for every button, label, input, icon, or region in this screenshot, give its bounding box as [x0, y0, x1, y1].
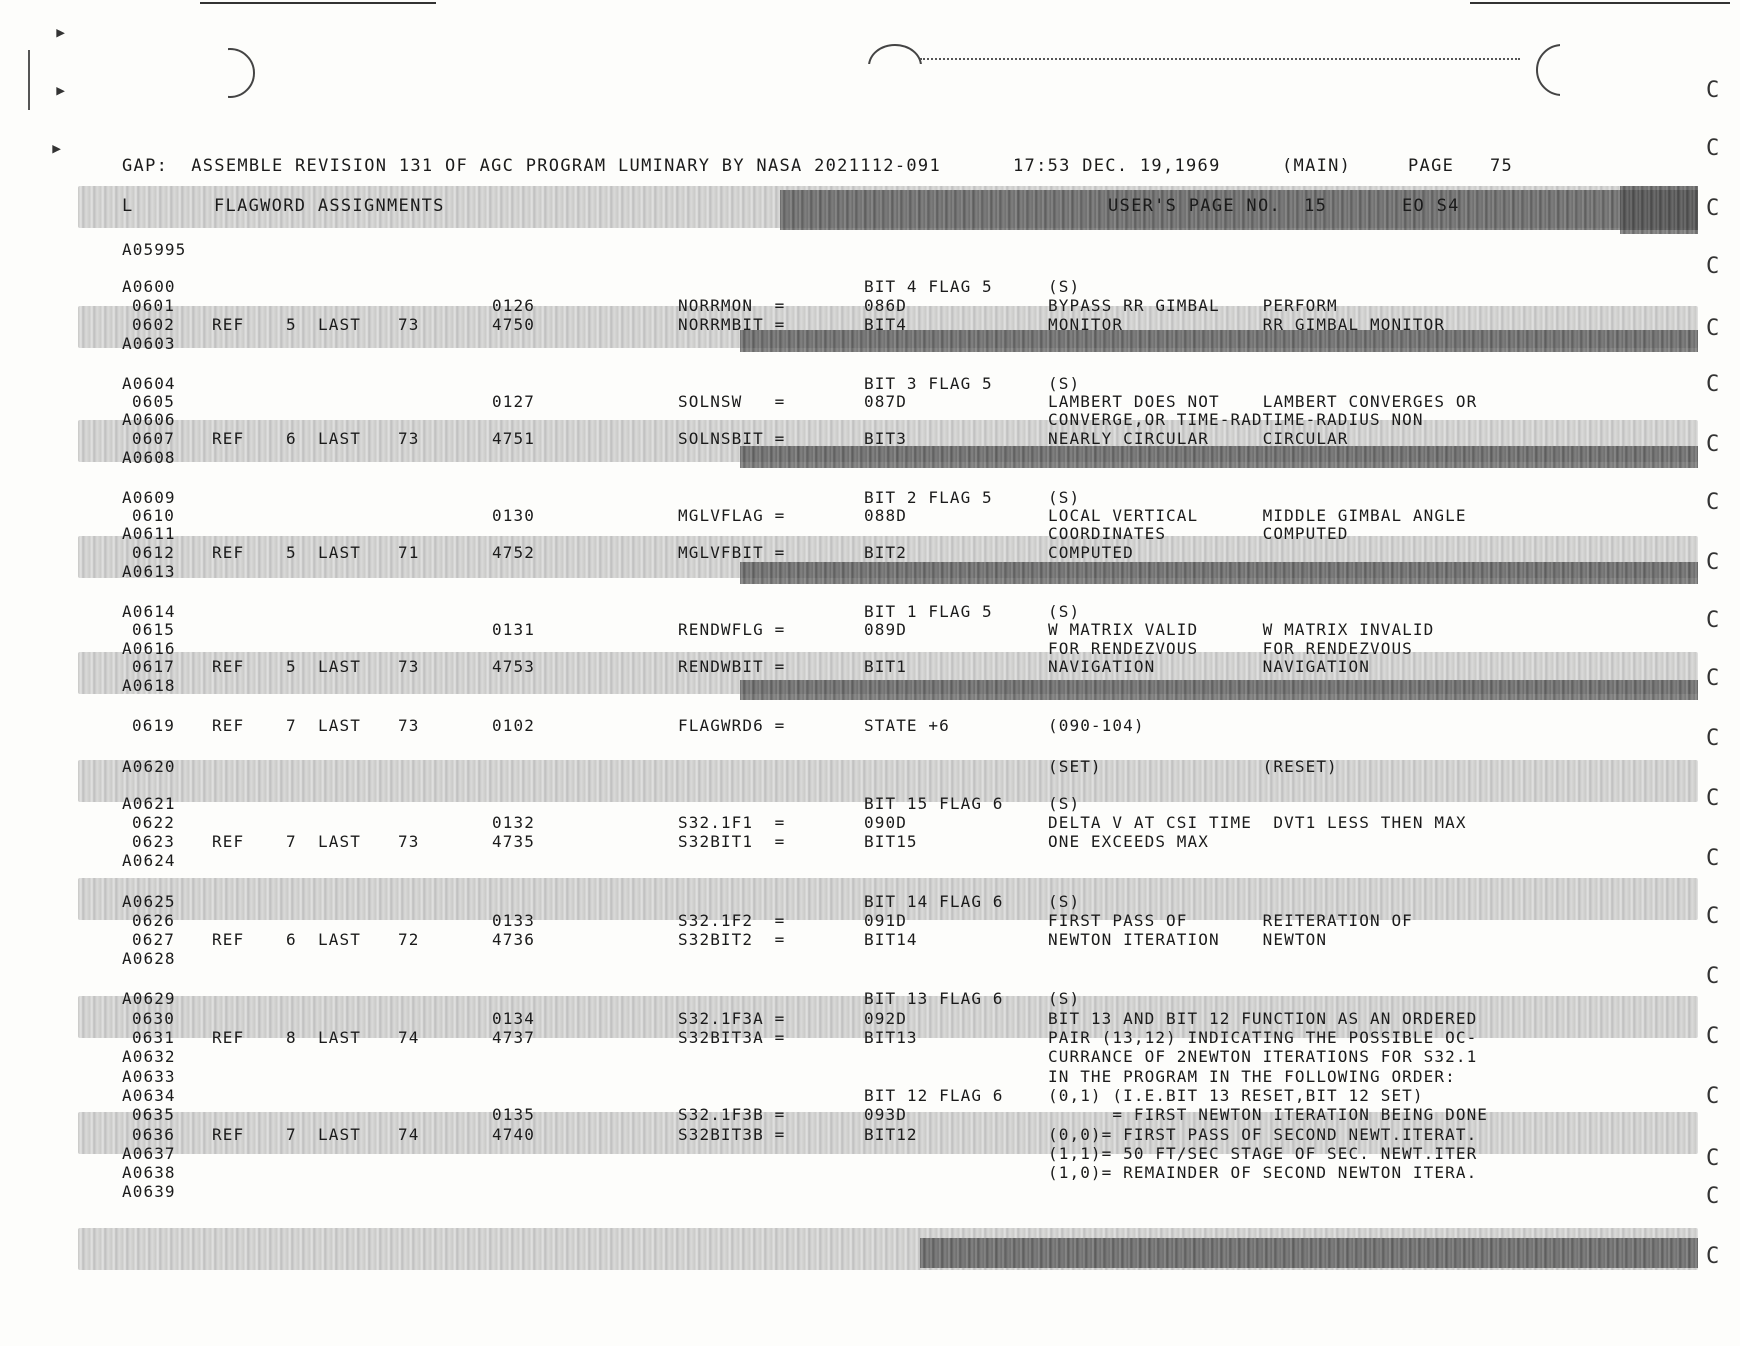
listing-last-page: 74	[398, 1028, 420, 1047]
listing-line-id: 0631	[132, 1028, 175, 1047]
listing-address: 4750	[492, 315, 535, 334]
listing-comment: (S)	[1048, 374, 1081, 393]
print-band-dark	[740, 562, 1698, 584]
listing-comment: (S)	[1048, 892, 1081, 911]
listing-address: 4752	[492, 543, 535, 562]
listing-value: 092D	[864, 1009, 907, 1028]
listing-value: 088D	[864, 506, 907, 525]
listing-symbol: MGLVFBIT =	[678, 543, 786, 562]
listing-line-id: 0623	[132, 832, 175, 851]
header-eo: EO S4	[1402, 196, 1460, 216]
listing-value: BIT12	[864, 1125, 918, 1144]
listing-address: 4753	[492, 657, 535, 676]
listing-line-id: A0633	[122, 1067, 176, 1086]
listing-line-id: A0611	[122, 524, 176, 543]
listing-comment: NEARLY CIRCULAR CIRCULAR	[1048, 429, 1349, 448]
listing-last-label: LAST	[318, 543, 361, 562]
listing-line-id: A0608	[122, 448, 176, 467]
edge-mark-right: C	[1706, 254, 1720, 279]
header-marker: L	[122, 196, 134, 216]
listing-line-id: 0607	[132, 429, 175, 448]
listing-comment: (0,1) (I.E.BIT 13 RESET,BIT 12 SET)	[1048, 1086, 1424, 1105]
listing-line-id: A0616	[122, 639, 176, 658]
listing-line-id: 0627	[132, 930, 175, 949]
listing-last-page: 73	[398, 657, 420, 676]
listing-value: 093D	[864, 1105, 907, 1124]
listing-value: BIT 1 FLAG 5	[864, 602, 993, 621]
listing-address: 4736	[492, 930, 535, 949]
listing-ref-label: REF	[212, 1028, 245, 1047]
listing-symbol: RENDWBIT =	[678, 657, 786, 676]
listing-line-id: 0615	[132, 620, 175, 639]
listing-address: 0133	[492, 911, 535, 930]
edge-mark-right: C	[1706, 1184, 1720, 1209]
listing-comment: CONVERGE,OR TIME-RADTIME-RADIUS NON	[1048, 410, 1424, 429]
listing-comment: (SET) (RESET)	[1048, 757, 1338, 776]
listing-last-label: LAST	[318, 429, 361, 448]
print-band-dark	[1620, 186, 1698, 234]
listing-comment: (1,0)= REMAINDER OF SECOND NEWTON ITERA.	[1048, 1163, 1478, 1182]
listing-line-id: A0620	[122, 757, 176, 776]
listing-symbol: NORRMON =	[678, 296, 786, 315]
listing-comment: BIT 13 AND BIT 12 FUNCTION AS AN ORDERED	[1048, 1009, 1478, 1028]
listing-address: 0126	[492, 296, 535, 315]
listing-line-id: A0613	[122, 562, 176, 581]
listing-line-id: 0630	[132, 1009, 175, 1028]
listing-last-page: 74	[398, 1125, 420, 1144]
listing-last-label: LAST	[318, 930, 361, 949]
listing-address: 0134	[492, 1009, 535, 1028]
listing-last-label: LAST	[318, 1125, 361, 1144]
listing-line-id: 0617	[132, 657, 175, 676]
listing-ref-label: REF	[212, 429, 245, 448]
listing-comment: (S)	[1048, 488, 1081, 507]
listing-line-id: 0626	[132, 911, 175, 930]
listing-line-id: A0625	[122, 892, 176, 911]
print-band-dark	[740, 680, 1698, 700]
listing-comment: NAVIGATION NAVIGATION	[1048, 657, 1370, 676]
edge-mark-right: C	[1706, 372, 1720, 397]
edge-mark-right: C	[1706, 904, 1720, 929]
listing-comment: (S)	[1048, 602, 1081, 621]
listing-comment: (1,1)= 50 FT/SEC STAGE OF SEC. NEWT.ITER	[1048, 1144, 1478, 1163]
listing-value: BIT14	[864, 930, 918, 949]
listing-line-id: A0614	[122, 602, 176, 621]
listing-comment: LOCAL VERTICAL MIDDLE GIMBAL ANGLE	[1048, 506, 1467, 525]
listing-address: 4740	[492, 1125, 535, 1144]
margin-bar	[28, 50, 30, 110]
listing-value: BIT4	[864, 315, 907, 334]
listing-value: BIT2	[864, 543, 907, 562]
listing-value: BIT 14 FLAG 6	[864, 892, 1004, 911]
listing-last-page: 73	[398, 716, 420, 735]
listing-value: BIT 15 FLAG 6	[864, 794, 1004, 813]
listing-ref-count: 5	[286, 543, 297, 562]
print-band-dark	[740, 446, 1698, 468]
listing-symbol: S32BIT3B =	[678, 1125, 786, 1144]
listing-last-label: LAST	[318, 657, 361, 676]
edge-mark-left: ▸	[54, 78, 68, 103]
listing-symbol: S32.1F3A =	[678, 1009, 786, 1028]
listing-last-page: 71	[398, 543, 420, 562]
listing-line-id: A0618	[122, 676, 176, 695]
listing-line-id: A0621	[122, 794, 176, 813]
edge-mark-right: C	[1706, 432, 1720, 457]
listing-address: 0102	[492, 716, 535, 735]
listing-comment: (S)	[1048, 794, 1081, 813]
listing-last-label: LAST	[318, 832, 361, 851]
listing-address: 0135	[492, 1105, 535, 1124]
listing-value: 089D	[864, 620, 907, 639]
listing-last-page: 73	[398, 832, 420, 851]
edge-mark-right: C	[1706, 1244, 1720, 1269]
listing-line-id: 0601	[132, 296, 175, 315]
listing-last-page: 72	[398, 930, 420, 949]
listing-symbol: RENDWFLG =	[678, 620, 786, 639]
listing-value: STATE +6	[864, 716, 950, 735]
listing-ref-count: 7	[286, 832, 297, 851]
listing-line-id: 0622	[132, 813, 175, 832]
listing-last-page: 73	[398, 315, 420, 334]
listing-address: 0131	[492, 620, 535, 639]
listing-symbol: S32.1F1 =	[678, 813, 786, 832]
listing-comment: FOR RENDEZVOUS FOR RENDEZVOUS	[1048, 639, 1413, 658]
listing-line-id: 0605	[132, 392, 175, 411]
edge-mark-right: C	[1706, 964, 1720, 989]
listing-comment: COORDINATES COMPUTED	[1048, 524, 1349, 543]
header-page-number: 75	[1490, 156, 1514, 176]
listing-value: 087D	[864, 392, 907, 411]
listing-last-label: LAST	[318, 716, 361, 735]
listing-ref-count: 8	[286, 1028, 297, 1047]
listing-line-id: A0632	[122, 1047, 176, 1066]
edge-mark-right: C	[1706, 846, 1720, 871]
listing-comment: LAMBERT DOES NOT LAMBERT CONVERGES OR	[1048, 392, 1478, 411]
edge-mark-right: C	[1706, 196, 1720, 221]
listing-ref-label: REF	[212, 315, 245, 334]
edge-mark-right: C	[1706, 1084, 1720, 1109]
listing-symbol: S32BIT1 =	[678, 832, 786, 851]
edge-mark-right: C	[1706, 550, 1720, 575]
listing-line-id: A0637	[122, 1144, 176, 1163]
listing-line-id: A0600	[122, 277, 176, 296]
listing-line-id: 0610	[132, 506, 175, 525]
listing-value: 086D	[864, 296, 907, 315]
listing-line-id: A0624	[122, 851, 176, 870]
listing-last-label: LAST	[318, 1028, 361, 1047]
listing-symbol: MGLVFLAG =	[678, 506, 786, 525]
listing-line-id: A0638	[122, 1163, 176, 1182]
listing-ref-count: 7	[286, 716, 297, 735]
listing-value: 090D	[864, 813, 907, 832]
listing-value: BIT13	[864, 1028, 918, 1047]
listing-address: 4735	[492, 832, 535, 851]
listing-ref-count: 5	[286, 657, 297, 676]
listing-line-id: A0604	[122, 374, 176, 393]
listing-address: 0130	[492, 506, 535, 525]
listing-line-id: 0619	[132, 716, 175, 735]
edge-mark-right: C	[1706, 490, 1720, 515]
listing-comment: W MATRIX VALID W MATRIX INVALID	[1048, 620, 1435, 639]
listing-ref-label: REF	[212, 657, 245, 676]
listing-value: BIT15	[864, 832, 918, 851]
listing-ref-count: 5	[286, 315, 297, 334]
listing-comment: = FIRST NEWTON ITERATION BEING DONE	[1048, 1105, 1489, 1124]
listing-comment: (S)	[1048, 989, 1081, 1008]
listing-line-id: 0635	[132, 1105, 175, 1124]
listing-value: BIT3	[864, 429, 907, 448]
edge-mark-right: C	[1706, 608, 1720, 633]
listing-comment: MONITOR RR GIMBAL MONITOR	[1048, 315, 1446, 334]
listing-comment: CURRANCE OF 2NEWTON ITERATIONS FOR S32.1	[1048, 1047, 1478, 1066]
listing-line-id: A0628	[122, 949, 176, 968]
print-band-dark	[920, 1238, 1698, 1268]
listing-ref-label: REF	[212, 543, 245, 562]
listing-line-id: A0629	[122, 989, 176, 1008]
listing-comment: (090-104)	[1048, 716, 1145, 735]
listing-last-page: 73	[398, 429, 420, 448]
listing-line-id: A0639	[122, 1182, 176, 1201]
listing-address: 4751	[492, 429, 535, 448]
edge-mark-right: C	[1706, 316, 1720, 341]
listing-value: 091D	[864, 911, 907, 930]
top-rule-left	[200, 2, 436, 4]
header-subtitle: FLAGWORD ASSIGNMENTS	[214, 196, 445, 216]
listing-ref-label: REF	[212, 1125, 245, 1144]
edge-mark-right: C	[1706, 726, 1720, 751]
listing-comment: (S)	[1048, 277, 1081, 296]
listing-line-id: 0612	[132, 543, 175, 562]
listing-line-id: A05995	[122, 240, 187, 259]
listing-comment: PAIR (13,12) INDICATING THE POSSIBLE OC-	[1048, 1028, 1478, 1047]
edge-mark-right: C	[1706, 786, 1720, 811]
listing-comment: FIRST PASS OF REITERATION OF	[1048, 911, 1413, 930]
edge-mark-left: ▸	[54, 20, 68, 45]
listing-symbol: S32.1F2 =	[678, 911, 786, 930]
header-page-label: PAGE	[1408, 156, 1455, 176]
listing-value: BIT 4 FLAG 5	[864, 277, 993, 296]
listing-address: 0127	[492, 392, 535, 411]
listing-line-id: A0606	[122, 410, 176, 429]
header-section: (MAIN)	[1282, 156, 1352, 176]
edge-mark-right: C	[1706, 1024, 1720, 1049]
listing-comment: NEWTON ITERATION NEWTON	[1048, 930, 1328, 949]
listing-symbol: S32.1F3B =	[678, 1105, 786, 1124]
listing-ref-label: REF	[212, 716, 245, 735]
listing-value: BIT 12 FLAG 6	[864, 1086, 1004, 1105]
listing-comment: (0,0)= FIRST PASS OF SECOND NEWT.ITERAT.	[1048, 1125, 1478, 1144]
listing-value: BIT 3 FLAG 5	[864, 374, 993, 393]
edge-mark-right: C	[1706, 666, 1720, 691]
edge-mark-right: C	[1706, 1146, 1720, 1171]
listing-value: BIT1	[864, 657, 907, 676]
listing-line-id: 0636	[132, 1125, 175, 1144]
listing-symbol: NORRMBIT =	[678, 315, 786, 334]
listing-line-id: A0609	[122, 488, 176, 507]
header-user-page: USER'S PAGE NO. 15	[1108, 196, 1328, 216]
edge-mark-right: C	[1706, 136, 1720, 161]
listing-value: BIT 13 FLAG 6	[864, 989, 1004, 1008]
listing-comment: BYPASS RR GIMBAL PERFORM	[1048, 296, 1338, 315]
perforation-line	[920, 58, 1520, 60]
listing-comment: DELTA V AT CSI TIME DVT1 LESS THEN MAX	[1048, 813, 1467, 832]
edge-mark-left: ▸	[50, 136, 64, 161]
listing-last-label: LAST	[318, 315, 361, 334]
listing-symbol: SOLNSW =	[678, 392, 786, 411]
listing-comment: IN THE PROGRAM IN THE FOLLOWING ORDER:	[1048, 1067, 1456, 1086]
listing-address: 0132	[492, 813, 535, 832]
listing-ref-label: REF	[212, 832, 245, 851]
listing-line-id: 0602	[132, 315, 175, 334]
edge-mark-right: C	[1706, 78, 1720, 103]
listing-symbol: S32BIT3A =	[678, 1028, 786, 1047]
listing-ref-count: 7	[286, 1125, 297, 1144]
top-rule-right	[1470, 2, 1730, 4]
listing-comment: ONE EXCEEDS MAX	[1048, 832, 1209, 851]
listing-symbol: FLAGWRD6 =	[678, 716, 786, 735]
listing-symbol: SOLNSBIT =	[678, 429, 786, 448]
listing-line-id: A0634	[122, 1086, 176, 1105]
listing-value: BIT 2 FLAG 5	[864, 488, 993, 507]
listing-symbol: S32BIT2 =	[678, 930, 786, 949]
listing-address: 4737	[492, 1028, 535, 1047]
header-time: 17:53 DEC. 19,1969	[1013, 156, 1221, 176]
listing-ref-count: 6	[286, 930, 297, 949]
listing-line-id: A0603	[122, 334, 176, 353]
listing-ref-count: 6	[286, 429, 297, 448]
listing-comment: COMPUTED	[1048, 543, 1134, 562]
header-title-line: GAP: ASSEMBLE REVISION 131 OF AGC PROGRAM LUMINARY BY NASA 2021112-091	[122, 156, 941, 176]
listing-ref-label: REF	[212, 930, 245, 949]
